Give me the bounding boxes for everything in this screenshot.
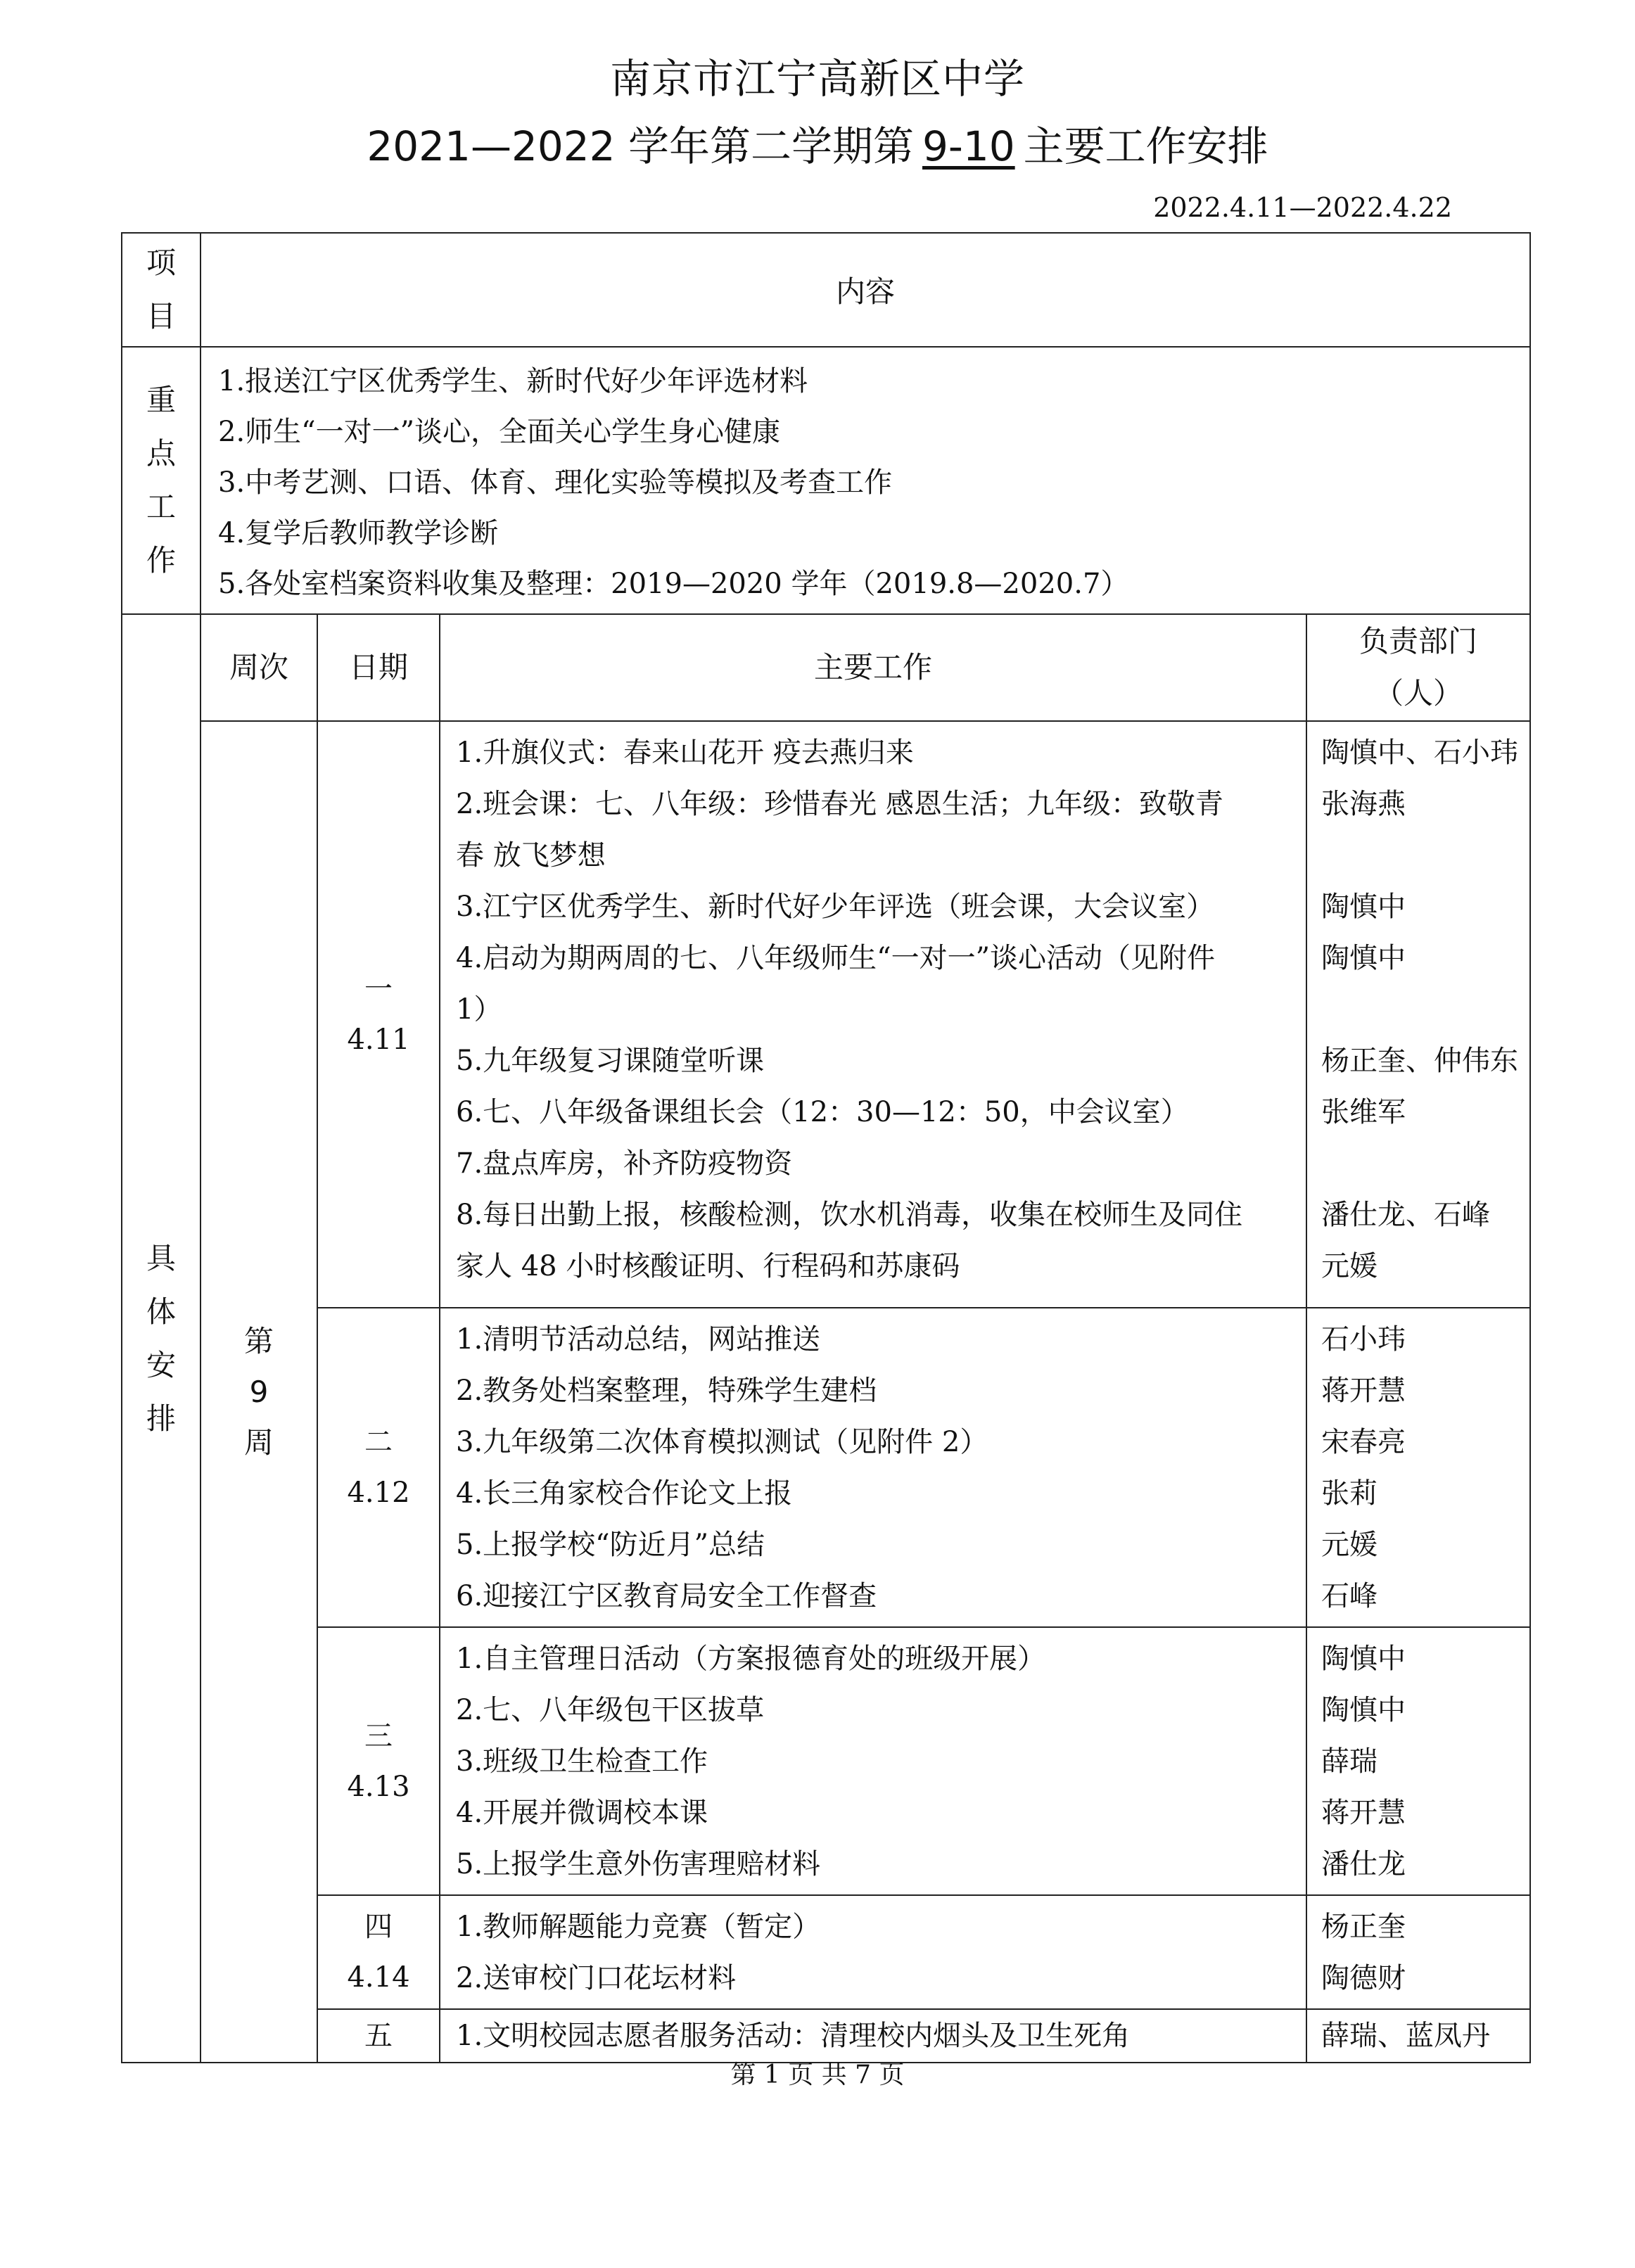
owners-cell — [1306, 1895, 1530, 2009]
owner-line: 张莉 — [1321, 1477, 1378, 1510]
tasks-cell — [440, 1627, 1306, 1895]
date-label: 4.12 — [347, 1477, 410, 1509]
key-work-item: 3.中考艺测、口语、体育、理化实验等模拟及考查工作 — [218, 466, 893, 499]
owner-line: 潘仕龙 — [1321, 1848, 1406, 1880]
key-work-item: 5.各处室档案资料收集及整理：2019—2020 学年（2019.8—2020.7） — [218, 568, 1129, 600]
weekday-label: 三 — [364, 1719, 393, 1752]
owners-cell — [1306, 1308, 1530, 1627]
tasks-cell — [440, 1308, 1306, 1627]
table-header-row — [122, 233, 1530, 347]
task-line: 6.迎接江宁区教育局安全工作督查 — [456, 1580, 877, 1612]
key-work-item: 1.报送江宁区优秀学生、新时代好少年评选材料 — [218, 365, 808, 397]
day-cell — [317, 1308, 440, 1627]
owner-line: 薛瑞 — [1321, 1745, 1378, 1778]
date-label: 4.13 — [347, 1770, 410, 1803]
owner-line: 陶德财 — [1321, 1962, 1406, 1994]
task-line: 1.自主管理日活动（方案报德育处的班级开展） — [456, 1643, 1046, 1675]
schedule-header-row — [122, 614, 1530, 721]
task-line: 1.文明校园志愿者服务活动：清理校内烟头及卫生死角 — [456, 2019, 1131, 2052]
weekday-label: 五 — [364, 2020, 393, 2052]
document-title: 南京市江宁高新区中学 — [609, 55, 1025, 103]
task-line: 家人 48 小时核酸证明、行程码和苏康码 — [456, 1250, 960, 1282]
day-row-fri — [122, 2009, 1530, 2063]
day-cell — [317, 2009, 440, 2063]
owner-line: 蒋开慧 — [1321, 1797, 1406, 1829]
task-line: 3.九年级第二次体育模拟测试（见附件 2） — [456, 1426, 988, 1458]
owner-line: 潘仕龙、石峰 — [1321, 1199, 1490, 1231]
task-line: 2.七、八年级包干区拔草 — [456, 1694, 765, 1726]
owner-line: 陶慎中、石小玮 — [1321, 737, 1518, 769]
date-label: 4.14 — [347, 1961, 410, 1994]
day-cell — [317, 1627, 440, 1895]
task-line: 5.上报学生意外伤害理赔材料 — [456, 1848, 821, 1880]
owner-line — [1321, 984, 1518, 1036]
key-work-item: 2.师生“一对一”谈心，全面关心学生身心健康 — [218, 416, 781, 448]
owner-line: 陶慎中 — [1321, 891, 1406, 923]
task-line: 4.开展并微调校本课 — [456, 1797, 708, 1829]
subtitle-weeks: 9-10 — [922, 122, 1015, 170]
task-line: 5.上报学校“防近月”总结 — [456, 1529, 765, 1561]
key-work-label-cell — [122, 347, 201, 614]
content-header-cell — [201, 233, 1530, 347]
owner-line: 石小玮 — [1321, 1323, 1406, 1356]
weekday-label: 一 — [364, 973, 393, 1005]
page-number: 第 1 页 共 7 页 — [730, 2060, 905, 2089]
day-cell — [317, 1895, 440, 2009]
week-col-header: 周次 — [201, 614, 317, 721]
task-line: 3.江宁区优秀学生、新时代好少年评选（班会课，大会议室） — [456, 891, 1215, 923]
task-line: 2.班会课：七、八年级：珍惜春光 感恩生活；九年级：致敬青 — [456, 788, 1223, 820]
owner-line: 石峰 — [1321, 1580, 1378, 1612]
subtitle-suffix: 主要工作安排 — [1023, 122, 1268, 170]
task-line: 春 放飞梦想 — [456, 839, 606, 872]
subtitle-prefix: 2021—2022 学年第二学期第 — [367, 122, 914, 170]
task-line: 8.每日出勤上报，核酸检测，饮水机消毒，收集在校师生及同住 — [456, 1199, 1243, 1231]
task-line: 2.教务处档案整理，特殊学生建档 — [456, 1375, 877, 1407]
owner-col-header — [1306, 614, 1530, 721]
weekday-label: 二 — [364, 1426, 393, 1458]
date-col-header: 日期 — [317, 614, 440, 721]
schedule-label-cell — [122, 614, 201, 2063]
task-line: 4.长三角家校合作论文上报 — [456, 1477, 793, 1510]
tasks-cell — [440, 2009, 1306, 2063]
owner-line: 蒋开慧 — [1321, 1375, 1406, 1407]
week-label: 第 9 周 — [243, 1323, 274, 1460]
schedule-label: 具 体 安 排 — [146, 1240, 176, 1436]
task-line: 6.七、八年级备课组长会（12：30—12：50，中会议室） — [456, 1096, 1189, 1128]
owners-cell — [1306, 721, 1530, 1308]
task-line: 4.启动为期两周的七、八年级师生“一对一”谈心活动（见附件 — [456, 942, 1216, 974]
owner-line: 张维军 — [1321, 1096, 1406, 1128]
week-cell — [201, 721, 317, 2063]
owner-line — [1321, 830, 1518, 881]
day-row-thu — [122, 1895, 1530, 2009]
owner-line: 元媛 — [1321, 1529, 1378, 1561]
owner-line: 陶慎中 — [1321, 1643, 1406, 1675]
owner-line: 薛瑞、蓝凤丹 — [1321, 2019, 1490, 2052]
owner-line: 宋春亮 — [1321, 1426, 1406, 1458]
owner-line: 杨正奎、仲伟东 — [1321, 1045, 1518, 1077]
owner-line — [1321, 1138, 1518, 1190]
schedule-table — [121, 232, 1531, 2063]
day-cell — [317, 721, 440, 1308]
task-line: 1.升旗仪式：春来山花开 疫去燕归来 — [456, 737, 914, 769]
owner-col-header-line2: （人） — [1374, 676, 1463, 711]
owner-line: 陶慎中 — [1321, 942, 1406, 974]
day-row-wed — [122, 1627, 1530, 1895]
key-work-row — [122, 347, 1530, 614]
task-line: 1.教师解题能力竞赛（暂定） — [456, 1911, 821, 1943]
task-line: 5.九年级复习课随堂听课 — [456, 1045, 765, 1077]
owner-line: 陶慎中 — [1321, 1694, 1406, 1726]
date-range: 2022.4.11—2022.4.22 — [1153, 192, 1452, 223]
item-header-cell — [122, 233, 201, 347]
owners-cell — [1306, 1627, 1530, 1895]
work-col-header: 主要工作 — [440, 614, 1306, 721]
task-line: 7.盘点库房，补齐防疫物资 — [456, 1147, 793, 1180]
task-line: 3.班级卫生检查工作 — [456, 1745, 708, 1778]
key-work-list — [201, 347, 1530, 614]
task-line: 2.送审校门口花坛材料 — [456, 1962, 737, 1994]
document-subtitle — [0, 118, 1635, 174]
owner-line: 张海燕 — [1321, 788, 1406, 820]
tasks-cell — [440, 1895, 1306, 2009]
key-work-item: 4.复学后教师教学诊断 — [218, 517, 499, 549]
date-label: 4.11 — [347, 1024, 410, 1056]
day-row-tue — [122, 1308, 1530, 1627]
weekday-label: 四 — [364, 1911, 393, 1943]
owner-line: 元媛 — [1321, 1250, 1378, 1282]
owners-cell — [1306, 2009, 1530, 2063]
task-line: 1.清明节活动总结，网站推送 — [456, 1323, 821, 1356]
tasks-cell — [440, 721, 1306, 1308]
owner-line: 杨正奎 — [1321, 1911, 1406, 1943]
task-line: 1） — [456, 993, 502, 1026]
day-row-mon — [122, 721, 1530, 1308]
owner-col-header-line1: 负责部门 — [1359, 624, 1478, 658]
key-work-label: 重 点 工 作 — [146, 383, 176, 578]
content-header-label: 内容 — [836, 274, 896, 309]
item-header-label: 项 目 — [146, 246, 176, 333]
